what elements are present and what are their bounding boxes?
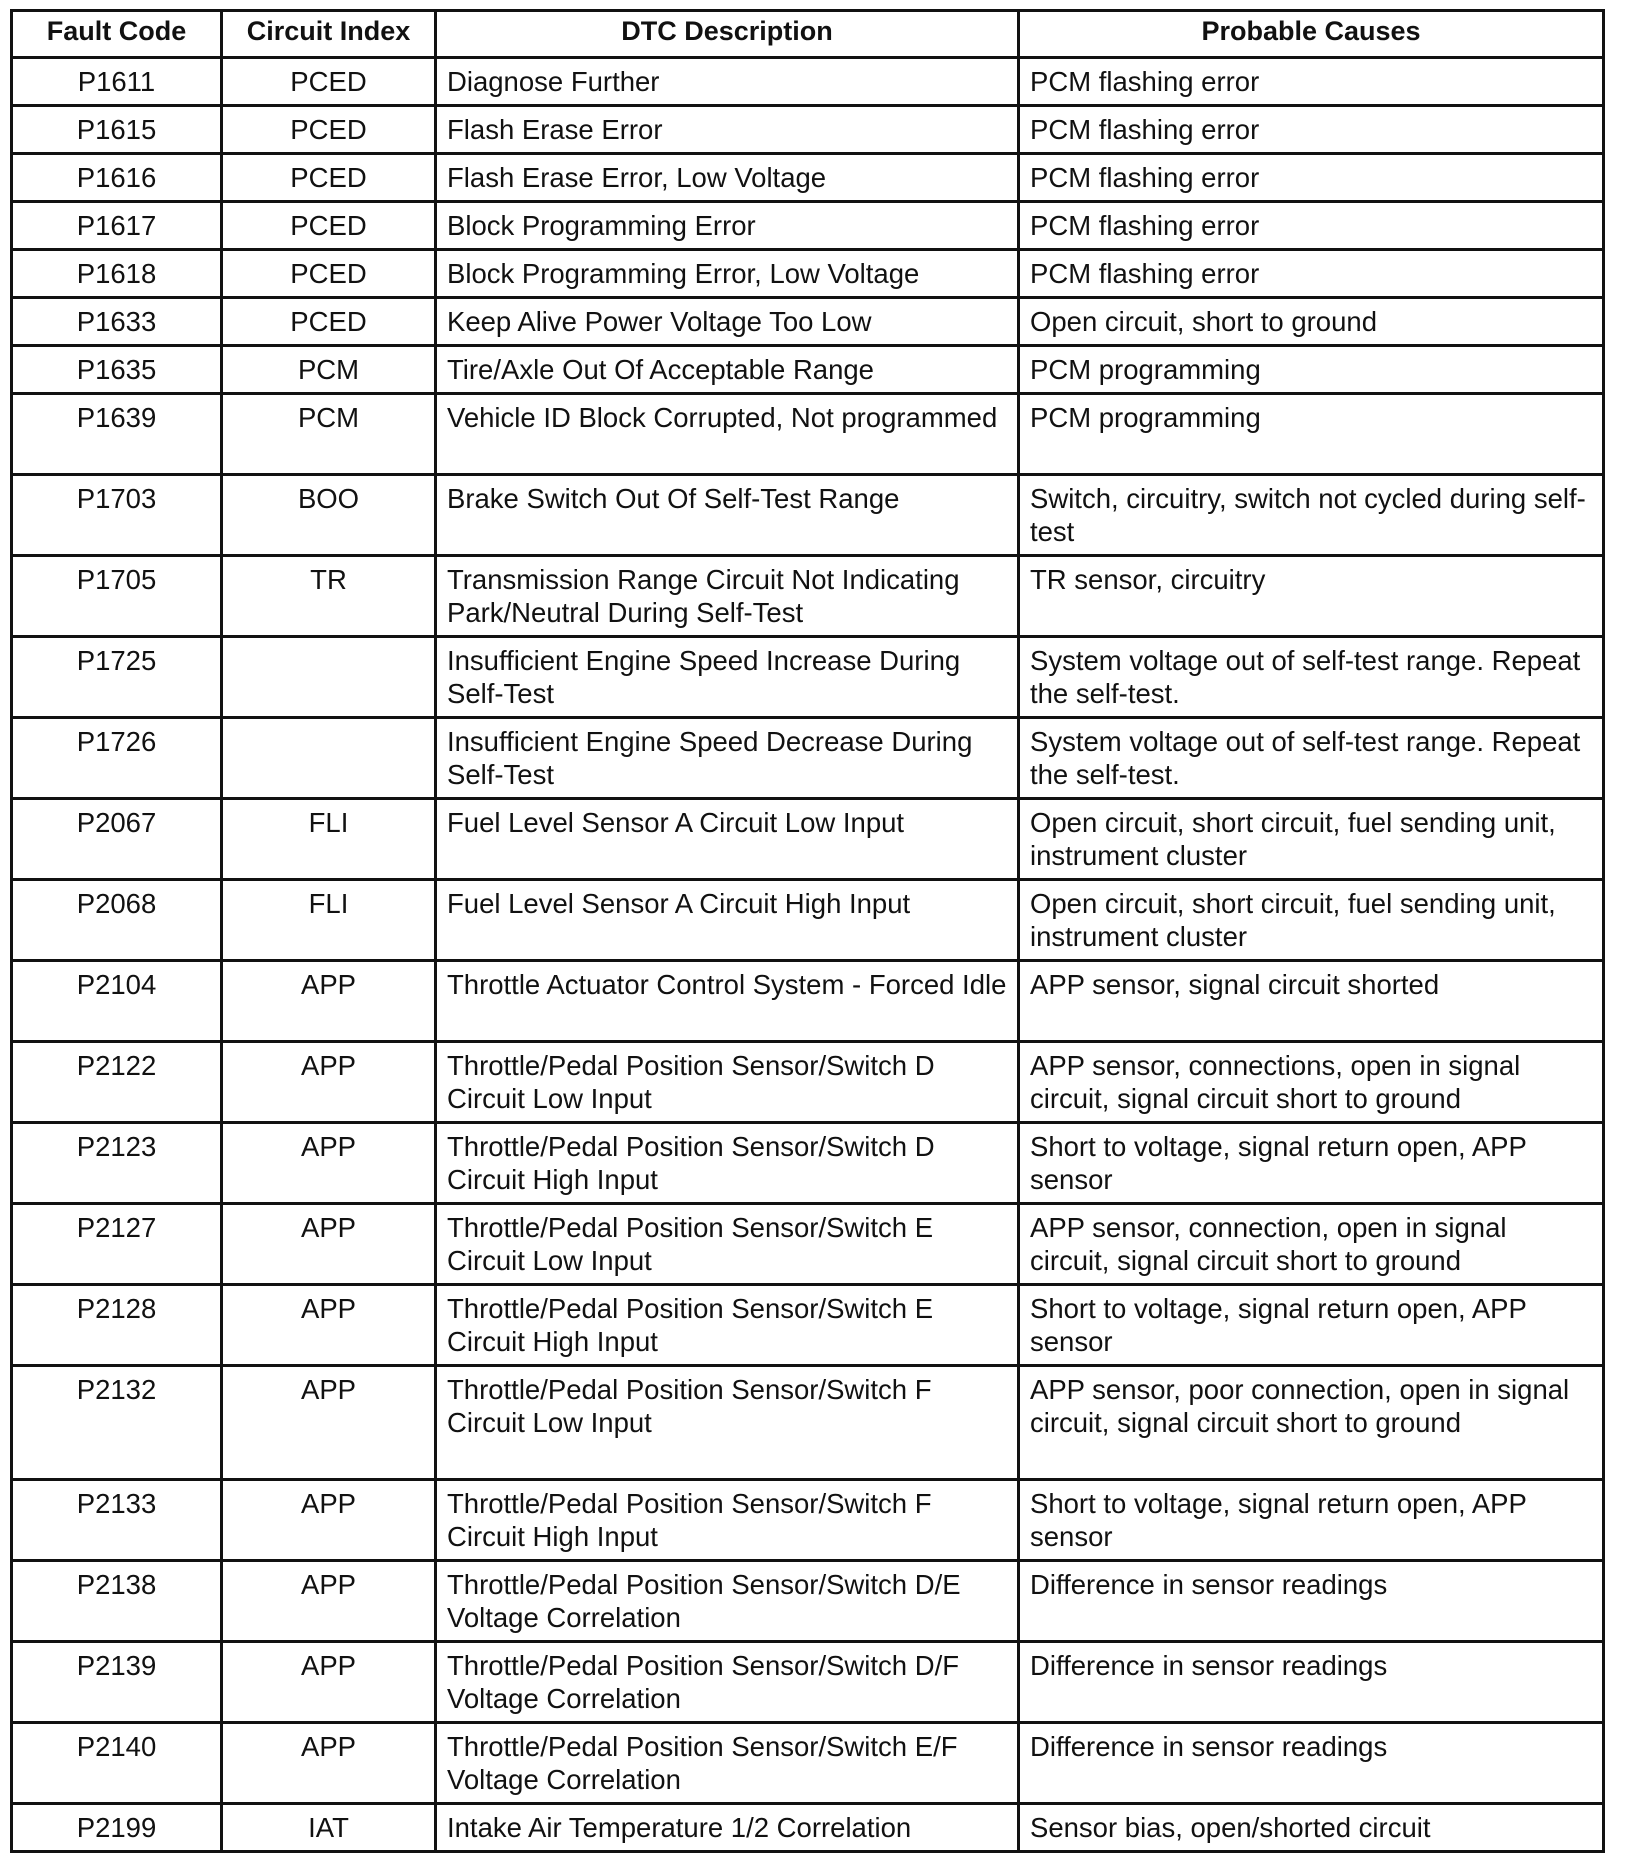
table-row [12, 1480, 1604, 1561]
table-row [12, 1723, 1604, 1804]
fault-code-cell: P1633 [12, 298, 222, 346]
table-row [12, 202, 1604, 250]
fault-code-cell: P2199 [12, 1804, 222, 1852]
table-row [12, 1123, 1604, 1204]
probable-causes-cell: Short to voltage, signal return open, APP sensor [1019, 1285, 1604, 1366]
fault-code-cell: P1703 [12, 475, 222, 556]
dtc-description-cell: Insufficient Engine Speed Increase During Self-Test [436, 637, 1019, 718]
table-row [12, 1561, 1604, 1642]
table-row [12, 1042, 1604, 1123]
circuit-index-cell: APP [222, 1123, 436, 1204]
dtc-description-cell: Throttle Actuator Control System - Forced Idle [436, 961, 1019, 1042]
probable-causes-cell: Difference in sensor readings [1019, 1723, 1604, 1804]
probable-causes-cell: APP sensor, connections, open in signal circuit, signal circuit short to ground [1019, 1042, 1604, 1123]
probable-causes-cell: Short to voltage, signal return open, APP sensor [1019, 1123, 1604, 1204]
table-row [12, 58, 1604, 106]
fault-code-cell: P2067 [12, 799, 222, 880]
circuit-index-cell: IAT [222, 1804, 436, 1852]
header-probable-causes: Probable Causes [1019, 11, 1604, 58]
circuit-index-cell: PCED [222, 250, 436, 298]
fault-code-cell: P2133 [12, 1480, 222, 1561]
probable-causes-cell: Difference in sensor readings [1019, 1642, 1604, 1723]
probable-causes-cell: PCM programming [1019, 394, 1604, 475]
probable-causes-cell: Open circuit, short circuit, fuel sending unit, instrument cluster [1019, 799, 1604, 880]
table-row [12, 1285, 1604, 1366]
dtc-table-sheet [10, 9, 1602, 1853]
fault-code-cell: P2139 [12, 1642, 222, 1723]
circuit-index-cell: FLI [222, 799, 436, 880]
table-row [12, 1204, 1604, 1285]
probable-causes-cell: Open circuit, short circuit, fuel sending unit, instrument cluster [1019, 880, 1604, 961]
dtc-description-cell: Intake Air Temperature 1/2 Correlation [436, 1804, 1019, 1852]
table-row [12, 880, 1604, 961]
circuit-index-cell: APP [222, 1723, 436, 1804]
probable-causes-cell: PCM flashing error [1019, 154, 1604, 202]
table-row [12, 346, 1604, 394]
dtc-description-cell: Throttle/Pedal Position Sensor/Switch D/E Voltage Correlation [436, 1561, 1019, 1642]
fault-code-cell: P2104 [12, 961, 222, 1042]
dtc-description-cell: Throttle/Pedal Position Sensor/Switch D Circuit Low Input [436, 1042, 1019, 1123]
table-row [12, 1366, 1604, 1480]
probable-causes-cell: TR sensor, circuitry [1019, 556, 1604, 637]
dtc-description-cell: Throttle/Pedal Position Sensor/Switch E Circuit High Input [436, 1285, 1019, 1366]
dtc-table [10, 9, 1605, 1853]
dtc-description-cell: Throttle/Pedal Position Sensor/Switch D/F Voltage Correlation [436, 1642, 1019, 1723]
dtc-description-cell: Throttle/Pedal Position Sensor/Switch E/F Voltage Correlation [436, 1723, 1019, 1804]
dtc-description-cell: Keep Alive Power Voltage Too Low [436, 298, 1019, 346]
table-row [12, 556, 1604, 637]
circuit-index-cell: PCED [222, 106, 436, 154]
dtc-description-cell: Throttle/Pedal Position Sensor/Switch D Circuit High Input [436, 1123, 1019, 1204]
fault-code-cell: P2140 [12, 1723, 222, 1804]
fault-code-cell: P1618 [12, 250, 222, 298]
circuit-index-cell: APP [222, 1042, 436, 1123]
probable-causes-cell: APP sensor, connection, open in signal circuit, signal circuit short to ground [1019, 1204, 1604, 1285]
circuit-index-cell: APP [222, 1285, 436, 1366]
dtc-description-cell: Vehicle ID Block Corrupted, Not programmed [436, 394, 1019, 475]
dtc-description-cell: Flash Erase Error [436, 106, 1019, 154]
probable-causes-cell: APP sensor, poor connection, open in signal circuit, signal circuit short to ground [1019, 1366, 1604, 1480]
fault-code-cell: P2122 [12, 1042, 222, 1123]
table-row [12, 475, 1604, 556]
table-header-row [12, 11, 1604, 58]
table-row [12, 394, 1604, 475]
circuit-index-cell [222, 718, 436, 799]
fault-code-cell: P1617 [12, 202, 222, 250]
circuit-index-cell: APP [222, 961, 436, 1042]
header-dtc-description: DTC Description [436, 11, 1019, 58]
circuit-index-cell: PCED [222, 154, 436, 202]
dtc-description-cell: Flash Erase Error, Low Voltage [436, 154, 1019, 202]
probable-causes-cell: PCM flashing error [1019, 250, 1604, 298]
circuit-index-cell: FLI [222, 880, 436, 961]
fault-code-cell: P2068 [12, 880, 222, 961]
probable-causes-cell: Short to voltage, signal return open, APP sensor [1019, 1480, 1604, 1561]
table-row [12, 637, 1604, 718]
table-row [12, 250, 1604, 298]
probable-causes-cell: PCM flashing error [1019, 58, 1604, 106]
circuit-index-cell: PCM [222, 394, 436, 475]
table-row [12, 106, 1604, 154]
probable-causes-cell: Switch, circuitry, switch not cycled during self-test [1019, 475, 1604, 556]
dtc-description-cell: Diagnose Further [436, 58, 1019, 106]
table-row [12, 799, 1604, 880]
dtc-description-cell: Insufficient Engine Speed Decrease During Self-Test [436, 718, 1019, 799]
circuit-index-cell: PCED [222, 58, 436, 106]
fault-code-cell: P1725 [12, 637, 222, 718]
circuit-index-cell: TR [222, 556, 436, 637]
probable-causes-cell: System voltage out of self-test range. Repeat the self-test. [1019, 718, 1604, 799]
probable-causes-cell: System voltage out of self-test range. Repeat the self-test. [1019, 637, 1604, 718]
dtc-description-cell: Fuel Level Sensor A Circuit Low Input [436, 799, 1019, 880]
dtc-description-cell: Throttle/Pedal Position Sensor/Switch F Circuit Low Input [436, 1366, 1019, 1480]
probable-causes-cell: PCM programming [1019, 346, 1604, 394]
probable-causes-cell: PCM flashing error [1019, 106, 1604, 154]
circuit-index-cell: PCED [222, 202, 436, 250]
fault-code-cell: P1639 [12, 394, 222, 475]
fault-code-cell: P1616 [12, 154, 222, 202]
circuit-index-cell: APP [222, 1204, 436, 1285]
table-row [12, 298, 1604, 346]
circuit-index-cell [222, 637, 436, 718]
table-row [12, 961, 1604, 1042]
dtc-description-cell: Transmission Range Circuit Not Indicating Park/Neutral During Self-Test [436, 556, 1019, 637]
circuit-index-cell: APP [222, 1642, 436, 1723]
table-row [12, 154, 1604, 202]
fault-code-cell: P1611 [12, 58, 222, 106]
circuit-index-cell: APP [222, 1561, 436, 1642]
probable-causes-cell: APP sensor, signal circuit shorted [1019, 961, 1604, 1042]
header-circuit-index: Circuit Index [222, 11, 436, 58]
circuit-index-cell: PCM [222, 346, 436, 394]
dtc-description-cell: Throttle/Pedal Position Sensor/Switch E Circuit Low Input [436, 1204, 1019, 1285]
dtc-description-cell: Throttle/Pedal Position Sensor/Switch F Circuit High Input [436, 1480, 1019, 1561]
header-fault-code: Fault Code [12, 11, 222, 58]
fault-code-cell: P2127 [12, 1204, 222, 1285]
circuit-index-cell: APP [222, 1366, 436, 1480]
probable-causes-cell: PCM flashing error [1019, 202, 1604, 250]
fault-code-cell: P1635 [12, 346, 222, 394]
probable-causes-cell: Sensor bias, open/shorted circuit [1019, 1804, 1604, 1852]
fault-code-cell: P2128 [12, 1285, 222, 1366]
table-row [12, 1804, 1604, 1852]
fault-code-cell: P2132 [12, 1366, 222, 1480]
fault-code-cell: P1705 [12, 556, 222, 637]
fault-code-cell: P1726 [12, 718, 222, 799]
fault-code-cell: P2138 [12, 1561, 222, 1642]
circuit-index-cell: PCED [222, 298, 436, 346]
probable-causes-cell: Difference in sensor readings [1019, 1561, 1604, 1642]
dtc-description-cell: Fuel Level Sensor A Circuit High Input [436, 880, 1019, 961]
dtc-description-cell: Brake Switch Out Of Self-Test Range [436, 475, 1019, 556]
table-row [12, 718, 1604, 799]
probable-causes-cell: Open circuit, short to ground [1019, 298, 1604, 346]
dtc-description-cell: Block Programming Error, Low Voltage [436, 250, 1019, 298]
table-row [12, 1642, 1604, 1723]
circuit-index-cell: APP [222, 1480, 436, 1561]
circuit-index-cell: BOO [222, 475, 436, 556]
dtc-description-cell: Tire/Axle Out Of Acceptable Range [436, 346, 1019, 394]
fault-code-cell: P1615 [12, 106, 222, 154]
dtc-description-cell: Block Programming Error [436, 202, 1019, 250]
fault-code-cell: P2123 [12, 1123, 222, 1204]
